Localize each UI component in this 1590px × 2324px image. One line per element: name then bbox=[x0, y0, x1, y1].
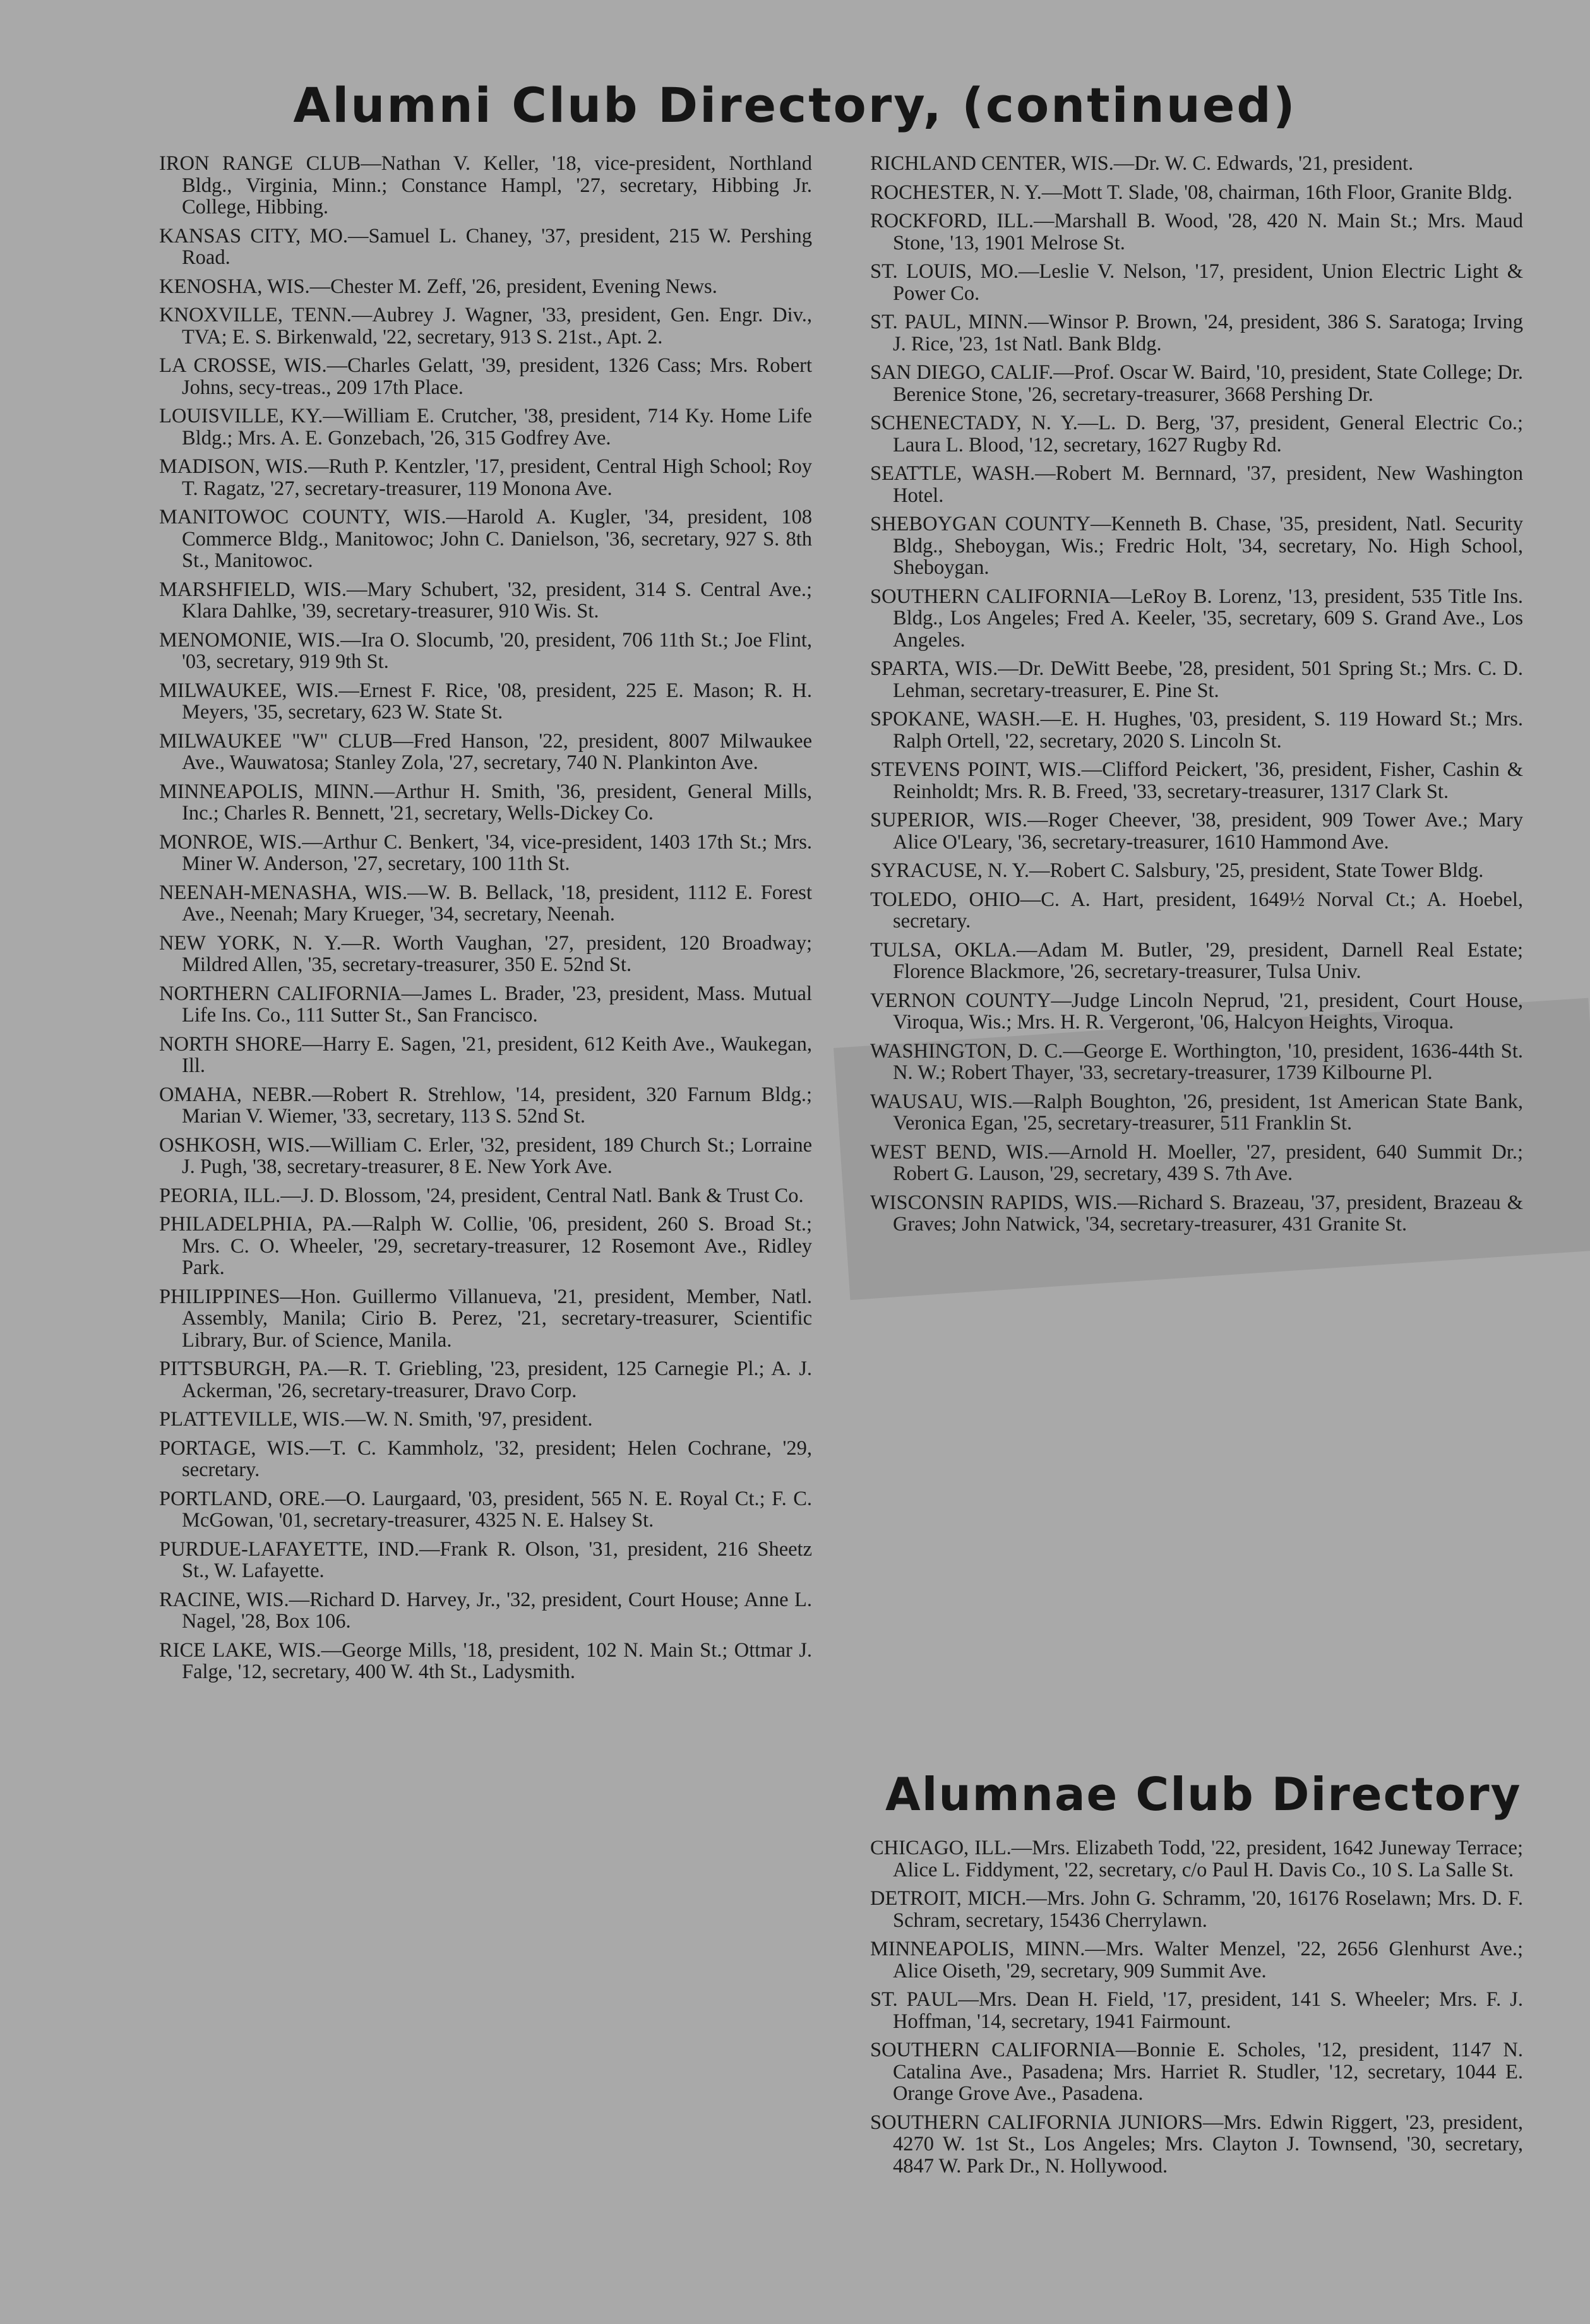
club-entry: SYRACUSE, N. Y.—Robert C. Salsbury, '25, president, State Tower Bldg. bbox=[870, 859, 1484, 882]
club-entry: MILWAUKEE, WIS.—Ernest F. Rice, '08, president, 225 E. Mason; R. H. Meyers, '35, secretary, 623 W. State St. bbox=[159, 679, 812, 724]
club-entry: KENOSHA, WIS.—Chester M. Zeff, '26, president, Evening News. bbox=[159, 275, 717, 298]
club-entry: PHILIPPINES—Hon. Guillermo Villanueva, '21, president, Member, Natl. Assembly, Manila; Cirio B. Perez, '21, secretary-treasurer, Scientific Library, Bur. of Science, Manila. bbox=[159, 1285, 812, 1352]
club-entry: MARSHFIELD, WIS.—Mary Schubert, '32, president, 314 S. Central Ave.; Klara Dahlke, '39, secretary-treasurer, 910 Wis. St. bbox=[159, 578, 812, 623]
club-entry: LOUISVILLE, KY.—William E. Crutcher, '38, president, 714 Ky. Home Life Bldg.; Mrs. A. E. Gonzebach, '26, 315 Godfrey Ave. bbox=[159, 405, 812, 450]
club-entry: KANSAS CITY, MO.—Samuel L. Chaney, '37, president, 215 W. Pershing Road. bbox=[159, 224, 812, 269]
club-entry: ROCKFORD, ILL.—Marshall B. Wood, '28, 420 N. Main St.; Mrs. Maud Stone, '13, 1901 Melrose St. bbox=[870, 210, 1523, 254]
alumnae-entry: SOUTHERN CALIFORNIA JUNIORS—Mrs. Edwin Riggert, '23, president, 4270 W. 1st St., Los Angeles; Mrs. Clayton J. Townsend, '30, secretary, 4847 W. Park Dr., N. Hollywood. bbox=[870, 2111, 1523, 2178]
club-entry: SPOKANE, WASH.—E. H. Hughes, '03, president, S. 119 Howard St.; Mrs. Ralph Ortell, '22, secretary, 2020 S. Lincoln St. bbox=[870, 708, 1523, 753]
club-entry: OMAHA, NEBR.—Robert R. Strehlow, '14, president, 320 Farnum Bldg.; Marian V. Wiemer, '33, secretary, 113 S. 52nd St. bbox=[159, 1083, 812, 1128]
page-title: Alumni Club Directory, (continued) bbox=[293, 77, 1297, 133]
club-entry: SAN DIEGO, CALIF.—Prof. Oscar W. Baird, '10, president, State College; Dr. Berenice Stone, '26, secretary-treasurer, 3668 Pershing Dr. bbox=[870, 361, 1523, 406]
club-entry: NORTHERN CALIFORNIA—James L. Brader, '23, president, Mass. Mutual Life Ins. Co., 111 Sutter St., San Francisco. bbox=[159, 982, 812, 1027]
club-entry: STEVENS POINT, WIS.—Clifford Peickert, '36, president, Fisher, Cashin & Reinholdt; Mrs. R. B. Freed, '33, secretary-treasurer, 1317 Clark St. bbox=[870, 758, 1523, 803]
club-entry: SCHENECTADY, N. Y.—L. D. Berg, '37, president, General Electric Co.; Laura L. Blood, '12, secretary, 1627 Rugby Rd. bbox=[870, 412, 1523, 456]
alumnae-entry: SOUTHERN CALIFORNIA—Bonnie E. Scholes, '12, president, 1147 N. Catalina Ave., Pasadena; Mrs. Harriet R. Studler, '12, secretary, 1044 E. Orange Grove Ave., Pasadena. bbox=[870, 2039, 1523, 2105]
club-entry: IRON RANGE CLUB—Nathan V. Keller, '18, vice-president, Northland Bldg., Virginia, Minn.; Constance Hampl, '27, secretary, Hibbing Jr. College, Hibbing. bbox=[159, 152, 812, 218]
club-entry: PLATTEVILLE, WIS.—W. N. Smith, '97, president. bbox=[159, 1408, 593, 1431]
club-entry: MINNEAPOLIS, MINN.—Arthur H. Smith, '36, president, General Mills, Inc.; Charles R. Bennett, '21, secretary, Wells-Dickey Co. bbox=[159, 780, 812, 825]
alumnae-entry: DETROIT, MICH.—Mrs. John G. Schramm, '20, 16176 Roselawn; Mrs. D. F. Schram, secretary, 15436 Cherrylawn. bbox=[870, 1887, 1523, 1932]
club-entry: MILWAUKEE "W" CLUB—Fred Hanson, '22, president, 8007 Milwaukee Ave., Wauwatosa; Stanley Zola, '27, secretary, 740 N. Plankinton Ave. bbox=[159, 729, 812, 774]
club-entry: TULSA, OKLA.—Adam M. Butler, '29, president, Darnell Real Estate; Florence Blackmore, '26, secretary-treasurer, Tulsa Univ. bbox=[870, 938, 1523, 983]
club-entry: NEW YORK, N. Y.—R. Worth Vaughan, '27, president, 120 Broadway; Mildred Allen, '35, secretary-treasurer, 350 E. 52nd St. bbox=[159, 931, 812, 976]
club-entry: PORTLAND, ORE.—O. Laurgaard, '03, president, 565 N. E. Royal Ct.; F. C. McGowan, '01, secretary-treasurer, 4325 N. E. Halsey St. bbox=[159, 1487, 812, 1532]
club-entry: SOUTHERN CALIFORNIA—LeRoy B. Lorenz, '13, president, 535 Title Ins. Bldg., Los Angeles; Fred A. Keeler, '35, secretary, 609 S. Grand Ave., Los Angeles. bbox=[870, 585, 1523, 652]
club-entry: TOLEDO, OHIO—C. A. Hart, president, 1649½ Norval Ct.; A. Hoebel, secretary. bbox=[870, 888, 1523, 933]
club-entry: KNOXVILLE, TENN.—Aubrey J. Wagner, '33, president, Gen. Engr. Div., TVA; E. S. Birkenwald, '22, secretary, 913 S. 21st., Apt. 2. bbox=[159, 304, 812, 349]
club-entry: MONROE, WIS.—Arthur C. Benkert, '34, vice-president, 1403 17th St.; Mrs. Miner W. Anderson, '27, secretary, 100 11th St. bbox=[159, 830, 812, 875]
club-entry: SHEBOYGAN COUNTY—Kenneth B. Chase, '35, president, Natl. Security Bldg., Sheboygan, Wis.; Fredric Holt, '34, secretary, No. High School, Sheboygan. bbox=[870, 513, 1523, 579]
club-entry: MENOMONIE, WIS.—Ira O. Slocumb, '20, president, 706 11th St.; Joe Flint, '03, secretary, 919 9th St. bbox=[159, 628, 812, 673]
club-entry: LA CROSSE, WIS.—Charles Gelatt, '39, president, 1326 Cass; Mrs. Robert Johns, secy-treas., 209 17th Place. bbox=[159, 354, 812, 399]
left-column bbox=[159, 153, 812, 1690]
club-entry: SUPERIOR, WIS.—Roger Cheever, '38, president, 909 Tower Ave.; Mary Alice O'Leary, '36, secretary-treasurer, 1610 Hammond Ave. bbox=[870, 809, 1523, 854]
club-entry: SPARTA, WIS.—Dr. DeWitt Beebe, '28, president, 501 Spring St.; Mrs. C. D. Lehman, secretary-treasurer, E. Pine St. bbox=[870, 657, 1523, 702]
club-entry: WASHINGTON, D. C.—George E. Worthington, '10, president, 1636-44th St. N. W.; Robert Thayer, '33, secretary-treasurer, 1739 Kilbourne Pl. bbox=[870, 1039, 1523, 1084]
club-entry: WAUSAU, WIS.—Ralph Boughton, '26, president, 1st American State Bank, Veronica Egan, '25, secretary-treasurer, 511 Franklin St. bbox=[870, 1090, 1523, 1135]
club-entry: RACINE, WIS.—Richard D. Harvey, Jr., '32, president, Court House; Anne L. Nagel, '28, Box 106. bbox=[159, 1588, 812, 1633]
club-entry: PEORIA, ILL.—J. D. Blossom, '24, president, Central Natl. Bank & Trust Co. bbox=[159, 1184, 804, 1207]
club-entry: WEST BEND, WIS.—Arnold H. Moeller, '27, president, 640 Summit Dr.; Robert G. Lauson, '29, secretary, 439 S. 7th Ave. bbox=[870, 1140, 1523, 1185]
club-entry: OSHKOSH, WIS.—William C. Erler, '32, president, 189 Church St.; Lorraine J. Pugh, '38, secretary-treasurer, 8 E. New York Ave. bbox=[159, 1133, 812, 1178]
club-entry: ST. PAUL, MINN.—Winsor P. Brown, '24, president, 386 S. Saratoga; Irving J. Rice, '23, 1st Natl. Bank Bldg. bbox=[870, 311, 1523, 355]
club-entry: PURDUE-LAFAYETTE, IND.—Frank R. Olson, '31, president, 216 Sheetz St., W. Lafayette. bbox=[159, 1537, 812, 1582]
club-entry: SEATTLE, WASH.—Robert M. Bernnard, '37, president, New Washington Hotel. bbox=[870, 462, 1523, 507]
club-entry: PHILADELPHIA, PA.—Ralph W. Collie, '06, president, 260 S. Broad St.; Mrs. C. O. Wheeler, '29, secretary-treasurer, 12 Rosemont Ave., Ridley Park. bbox=[159, 1213, 812, 1279]
club-entry: ROCHESTER, N. Y.—Mott T. Slade, '08, chairman, 16th Floor, Granite Bldg. bbox=[870, 181, 1513, 204]
right-column bbox=[870, 153, 1523, 1242]
club-entry: ST. LOUIS, MO.—Leslie V. Nelson, '17, president, Union Electric Light & Power Co. bbox=[870, 260, 1523, 305]
alumnae-entry: MINNEAPOLIS, MINN.—Mrs. Walter Menzel, '22, 2656 Glenhurst Ave.; Alice Oiseth, '29, secretary, 909 Summit Ave. bbox=[870, 1938, 1523, 1982]
club-entry: PITTSBURGH, PA.—R. T. Griebling, '23, president, 125 Carnegie Pl.; A. J. Ackerman, '26, secretary-treasurer, Dravo Corp. bbox=[159, 1357, 812, 1402]
alumnae-section bbox=[870, 1768, 1523, 2184]
alumnae-entry: ST. PAUL—Mrs. Dean H. Field, '17, president, 141 S. Wheeler; Mrs. F. J. Hoffman, '14, secretary, 1941 Fairmount. bbox=[870, 1988, 1523, 2033]
club-entry: MADISON, WIS.—Ruth P. Kentzler, '17, president, Central High School; Roy T. Ragatz, '27, secretary-treasurer, 119 Monona Ave. bbox=[159, 455, 812, 500]
club-entry: RICE LAKE, WIS.—George Mills, '18, president, 102 N. Main St.; Ottmar J. Falge, '12, secretary, 400 W. 4th St., Ladysmith. bbox=[159, 1638, 812, 1683]
club-entry: MANITOWOC COUNTY, WIS.—Harold A. Kugler, '34, president, 108 Commerce Bldg., Manitowoc; John C. Danielson, '36, secretary, 927 S. 8th St., Manitowoc. bbox=[159, 506, 812, 572]
club-entry: NEENAH-MENASHA, WIS.—W. B. Bellack, '18, president, 1112 E. Forest Ave., Neenah; Mary Krueger, '34, secretary, Neenah. bbox=[159, 881, 812, 926]
club-entry: RICHLAND CENTER, WIS.—Dr. W. C. Edwards, '21, president. bbox=[870, 152, 1414, 175]
alumnae-title: Alumnae Club Directory bbox=[885, 1768, 1522, 1821]
alumnae-entry: CHICAGO, ILL.—Mrs. Elizabeth Todd, '22, president, 1642 Juneway Terrace; Alice L. Fiddyment, '22, secretary, c/o Paul H. Davis Co., 10 S. La Salle St. bbox=[870, 1837, 1523, 1881]
club-entry: NORTH SHORE—Harry E. Sagen, '21, president, 612 Keith Ave., Waukegan, Ill. bbox=[159, 1032, 812, 1077]
club-entry: PORTAGE, WIS.—T. C. Kammholz, '32, president; Helen Cochrane, '29, secretary. bbox=[159, 1436, 812, 1481]
club-entry: VERNON COUNTY—Judge Lincoln Neprud, '21, president, Court House, Viroqua, Wis.; Mrs. H. R. Vergeront, '06, Halcyon Heights, Viroqua. bbox=[870, 989, 1523, 1034]
club-entry: WISCONSIN RAPIDS, WIS.—Richard S. Brazeau, '37, president, Brazeau & Graves; John Natwick, '34, secretary-treasurer, 431 Granite St. bbox=[870, 1191, 1523, 1236]
